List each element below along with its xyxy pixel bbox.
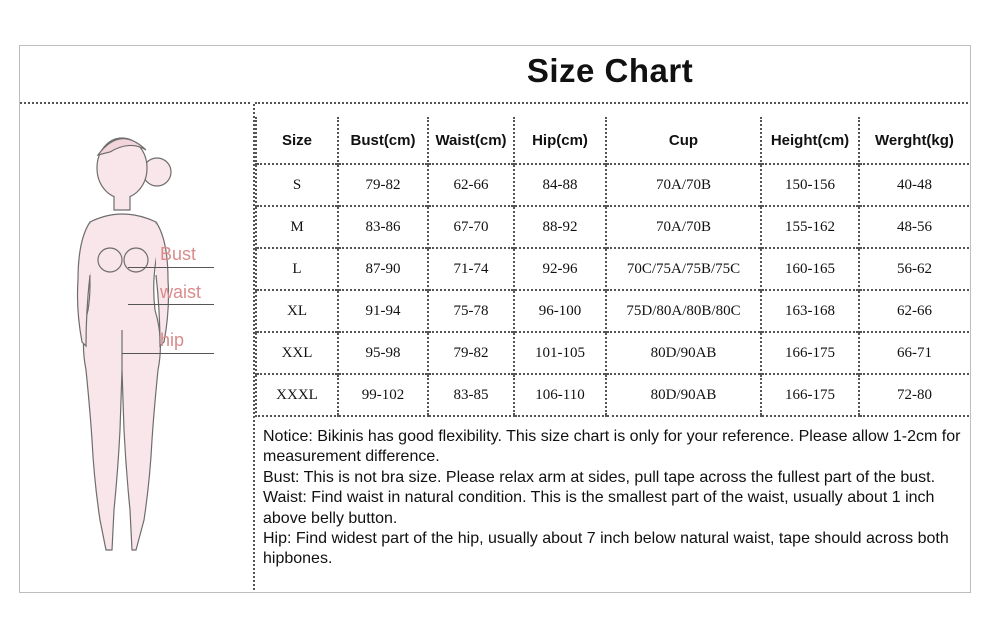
table-cell: 72-80	[859, 374, 969, 416]
table-cell: XXXL	[256, 374, 338, 416]
waist-label: waist	[160, 282, 202, 302]
hip-line	[122, 353, 214, 354]
table-header-row	[256, 117, 969, 164]
waist-line	[128, 304, 214, 305]
table-cell: 80D/90AB	[606, 332, 761, 374]
header-waist: Waist(cm)	[428, 117, 514, 164]
bust-line	[128, 267, 214, 268]
table-cell: 62-66	[859, 290, 969, 332]
header-height: Height(cm)	[761, 117, 859, 164]
table-cell: 163-168	[761, 290, 859, 332]
table-cell: 62-66	[428, 164, 514, 206]
table-row	[256, 206, 969, 248]
table-cell: XL	[256, 290, 338, 332]
bust-label: Bust	[160, 244, 197, 264]
table-cell: 91-94	[338, 290, 428, 332]
table-cell: 56-62	[859, 248, 969, 290]
table-cell: 79-82	[428, 332, 514, 374]
measurement-notes	[263, 427, 963, 570]
table-cell: 92-96	[514, 248, 606, 290]
size-table	[255, 117, 969, 417]
table-cell: 75D/80A/80B/80C	[606, 290, 761, 332]
table-cell: 83-86	[338, 206, 428, 248]
table-cell: M	[256, 206, 338, 248]
table-cell: 96-100	[514, 290, 606, 332]
note-hip: Hip: Find widest part of the hip, usually about 7 inch below natural waist, tape should across both hipbones.	[263, 530, 949, 568]
table-cell: 101-105	[514, 332, 606, 374]
header-hip: Hip(cm)	[514, 117, 606, 164]
header-bust: Bust(cm)	[338, 117, 428, 164]
table-cell: 71-74	[428, 248, 514, 290]
header-cup: Cup	[606, 117, 761, 164]
table-cell: 160-165	[761, 248, 859, 290]
page-title: Size Chart	[526, 52, 694, 89]
table-cell: S	[256, 164, 338, 206]
note-waist: Waist: Find waist in natural condition. This is the smallest part of the waist, usually about 1 inch above belly button.	[263, 489, 935, 527]
table-cell: L	[256, 248, 338, 290]
divider-top	[255, 102, 968, 104]
table-cell: 70C/75A/75B/75C	[606, 248, 761, 290]
table-cell: 155-162	[761, 206, 859, 248]
table-cell: 75-78	[428, 290, 514, 332]
table-cell: 150-156	[761, 164, 859, 206]
table-cell: 99-102	[338, 374, 428, 416]
body-figure-illustration	[60, 110, 245, 590]
table-cell: 67-70	[428, 206, 514, 248]
table-row	[256, 164, 969, 206]
table-cell: 166-175	[761, 374, 859, 416]
table-row	[256, 290, 969, 332]
header-weight: Werght(kg)	[859, 117, 969, 164]
table-cell: XXL	[256, 332, 338, 374]
divider-left	[20, 102, 250, 104]
table-row	[256, 374, 969, 416]
table-cell: 88-92	[514, 206, 606, 248]
note-bust: Bust: This is not bra size. Please relax arm at sides, pull tape across the fullest part of the bust.	[263, 468, 936, 486]
note-notice: Notice: Bikinis has good flexibility. This size chart is only for your reference. Please allow 1-2cm for measurement difference.	[263, 428, 961, 466]
hip-label: hip	[160, 330, 185, 350]
table-row	[256, 332, 969, 374]
table-cell: 166-175	[761, 332, 859, 374]
table-cell: 40-48	[859, 164, 969, 206]
table-cell: 70A/70B	[606, 164, 761, 206]
table-cell: 87-90	[338, 248, 428, 290]
table-cell: 80D/90AB	[606, 374, 761, 416]
table-cell: 83-85	[428, 374, 514, 416]
table-cell: 66-71	[859, 332, 969, 374]
table-row	[256, 248, 969, 290]
table-cell: 48-56	[859, 206, 969, 248]
table-cell: 70A/70B	[606, 206, 761, 248]
table-cell: 84-88	[514, 164, 606, 206]
table-cell: 79-82	[338, 164, 428, 206]
header-size: Size	[256, 117, 338, 164]
table-cell: 106-110	[514, 374, 606, 416]
table-cell: 95-98	[338, 332, 428, 374]
